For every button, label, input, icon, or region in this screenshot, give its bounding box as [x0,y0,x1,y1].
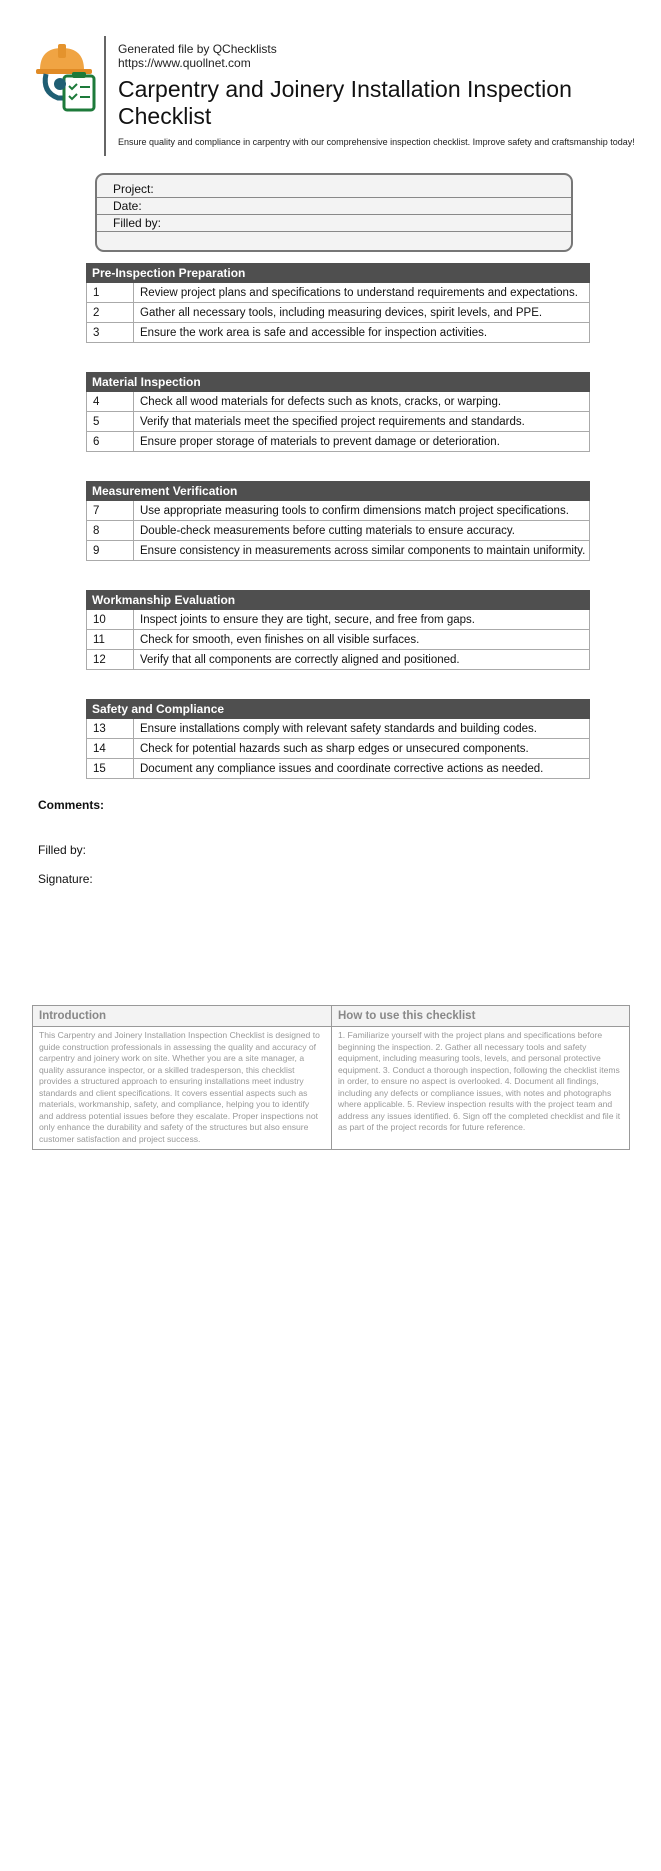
page-description: Ensure quality and compliance in carpentry with our comprehensive inspection checklist. Improve safety and craftsmanship today! [118,137,635,147]
signature-label: Signature: [38,872,93,886]
checklist-section [86,590,590,670]
item-number: 7 [87,501,134,520]
item-number: 3 [87,323,134,342]
item-number: 12 [87,650,134,669]
introduction-column [33,1006,331,1149]
item-number: 9 [87,541,134,560]
item-number: 6 [87,432,134,451]
checklist-row[interactable] [86,521,590,541]
filled-by-field[interactable]: Filled by: [97,215,571,232]
item-text: Check all wood materials for defects such as knots, cracks, or warping. [140,396,502,408]
checklist-row[interactable] [86,650,590,670]
checklist-row[interactable] [86,432,590,452]
header-divider [104,36,106,156]
introduction-heading: Introduction [33,1006,331,1027]
checklist-row[interactable] [86,283,590,303]
page-title: Carpentry and Joinery Installation Inspection Checklist [118,76,572,129]
item-number: 14 [87,739,134,758]
checklist-row[interactable] [86,739,590,759]
item-number: 8 [87,521,134,540]
checklist-section [86,699,590,779]
item-text: Ensure proper storage of materials to prevent damage or deterioration. [140,436,500,448]
item-number: 4 [87,392,134,411]
checklist-row[interactable] [86,501,590,521]
how-to-heading: How to use this checklist [332,1006,629,1027]
hardhat-clipboard-icon [34,40,104,112]
item-number: 1 [87,283,134,302]
generated-label: Generated file by QChecklists [118,42,277,56]
item-number: 11 [87,630,134,649]
section-heading: Material Inspection [86,372,590,392]
filled-by-label: Filled by: [38,843,87,857]
item-text: Ensure the work area is safe and accessible for inspection activities. [140,327,488,339]
item-number: 5 [87,412,134,431]
item-text: Verify that materials meet the specified project requirements and standards. [140,416,525,428]
item-text: Check for smooth, even finishes on all visible surfaces. [140,634,420,646]
checklist-row[interactable] [86,303,590,323]
checklist-row[interactable] [86,541,590,561]
item-text: Gather all necessary tools, including measuring devices, spirit levels, and PPE. [140,307,543,319]
how-to-text: 1. Familiarize yourself with the project plans and specifications before beginning the inspection. 2. Gather all necessary tools and safety equipment, including measuring tools, levels, and personal protective equipment. 3. Conduct a thorough inspection, following the checklist items in order, to ensure no aspect is overlooked. 4. Document all findings, including any defects or compliance issues, with notes and photographs where applicable. 5. Review inspection results with the project team and address any issues identified. 6. Sign off the completed checklist and file it as part of the project records for future reference. [338,1030,621,1132]
section-heading: Measurement Verification [86,481,590,501]
website-link[interactable]: https://www.quollnet.com [118,56,251,70]
checklist-row[interactable] [86,759,590,779]
how-to-column [331,1006,629,1149]
item-number: 2 [87,303,134,322]
item-text: Inspect joints to ensure they are tight, secure, and free from gaps. [140,614,475,626]
item-text: Ensure consistency in measurements across similar components to maintain uniformity. [140,545,586,557]
item-number: 10 [87,610,134,629]
checklist-row[interactable] [86,323,590,343]
item-text: Check for potential hazards such as sharp edges or unsecured components. [140,743,529,755]
item-text: Double-check measurements before cutting materials to ensure accuracy. [140,525,515,537]
checklist-row[interactable] [86,412,590,432]
introduction-text: This Carpentry and Joinery Installation Inspection Checklist is designed to guide construction professionals in assessing the quality and accuracy of carpentry and joinery work on site. Whether you are a site manager, a quality assurance inspector, or a skilled tradesperson, this checklist provides a structured approach to ensuring installations meet industry standards and client specifications. It covers essential aspects such as materials, workmanship, safety, and compliance, helping you to identify and address potential issues before they escalate. Proper inspections not only enhance the durability and safety of the structures but also ensure customer satisfaction and project success. [39,1030,320,1144]
checklist-section [86,372,590,452]
section-heading: Pre-Inspection Preparation [86,263,590,283]
item-text: Document any compliance issues and coordinate corrective actions as needed. [140,763,544,775]
checklist-row[interactable] [86,392,590,412]
comments-label: Comments: [38,798,105,812]
project-info-box [95,173,573,252]
item-text: Use appropriate measuring tools to confirm dimensions match project specifications. [140,505,569,517]
project-field[interactable]: Project: [97,181,571,198]
checklist-row[interactable] [86,630,590,650]
item-text: Ensure installations comply with relevant safety standards and building codes. [140,723,537,735]
item-text: Verify that all components are correctly aligned and positioned. [140,654,460,666]
item-text: Review project plans and specifications to understand requirements and expectations. [140,287,578,299]
item-number: 15 [87,759,134,778]
date-field[interactable]: Date: [97,198,571,215]
checklist-section [86,263,590,343]
checklist-section [86,481,590,561]
info-table [32,1005,630,1150]
checklist-row[interactable] [86,719,590,739]
item-number: 13 [87,719,134,738]
checklist-row[interactable] [86,610,590,630]
section-heading: Workmanship Evaluation [86,590,590,610]
header [34,36,635,158]
section-heading: Safety and Compliance [86,699,590,719]
